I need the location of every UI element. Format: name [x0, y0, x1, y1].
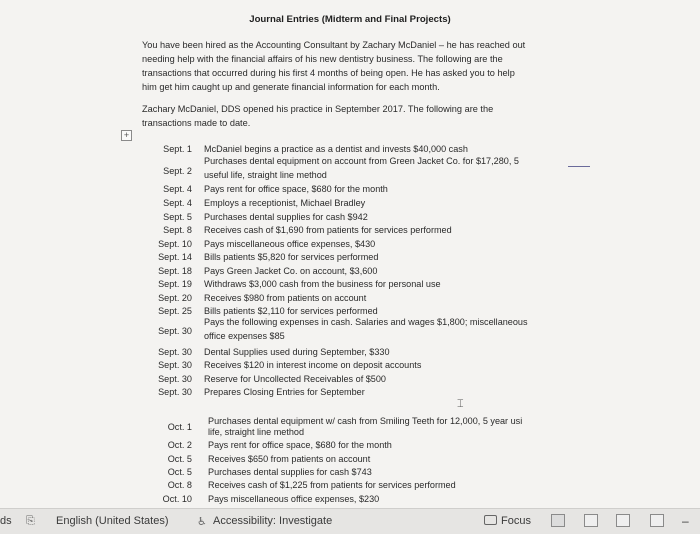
zoom-slider[interactable]: – — [682, 514, 689, 528]
intro-line: him get him caught up and generate financial information for each month. — [142, 82, 440, 92]
web-layout-button[interactable] — [616, 514, 630, 527]
transaction-text: Withdraws $3,000 cash from the business for personal use — [204, 279, 441, 289]
transaction-date: Oct. 5 — [167, 467, 192, 477]
transaction-date: Sept. 10 — [158, 239, 192, 249]
outline-view-button[interactable] — [650, 514, 664, 527]
transaction-text: life, straight line method — [208, 427, 305, 437]
transaction-text: office expenses $85 — [204, 331, 285, 341]
status-fragment: ds — [0, 515, 12, 527]
intro-line: needing help with the financial affairs of his new dentistry business. The following are the — [142, 54, 503, 64]
transaction-date: Oct. 8 — [167, 480, 192, 490]
status-bar — [0, 508, 700, 534]
accessibility-icon[interactable]: ♿ — [197, 516, 207, 528]
intro-line: transactions that occurred during his first 4 months of being open. He has asked you to help — [142, 68, 515, 78]
proofing-icon[interactable]: ⎘ — [26, 515, 35, 527]
opening-line: transactions made to date. — [142, 118, 251, 128]
transaction-date: Sept. 4 — [163, 184, 192, 194]
transaction-date: Sept. 30 — [158, 360, 192, 370]
transaction-text: Receives $980 from patients on account — [204, 293, 367, 303]
transaction-text: Purchases dental supplies for cash $942 — [204, 212, 368, 222]
transaction-text: Bills patients $2,110 for services performed — [204, 306, 378, 316]
transaction-date: Sept. 30 — [158, 374, 192, 384]
transaction-date: Sept. 2 — [163, 166, 192, 176]
transaction-text: Dental Supplies used during September, $330 — [204, 347, 390, 357]
text-cursor-icon: ⌶ — [457, 398, 464, 410]
transaction-text: Receives $650 from patients on account — [208, 454, 371, 464]
transaction-text: Receives $120 in interest income on deposit accounts — [204, 360, 422, 370]
transaction-text: Purchases dental supplies for cash $743 — [208, 467, 372, 477]
language-indicator[interactable]: English (United States) — [56, 515, 169, 527]
transaction-date: Sept. 18 — [158, 266, 192, 276]
transaction-text: McDaniel begins a practice as a dentist and invests $40,000 cash — [204, 144, 468, 154]
transaction-date: Sept. 19 — [158, 279, 192, 289]
print-layout-button[interactable] — [584, 514, 598, 527]
transaction-date: Sept. 25 — [158, 306, 192, 316]
transaction-date: Sept. 20 — [158, 293, 192, 303]
transaction-text: Pays miscellaneous office expenses, $430 — [204, 239, 376, 249]
transaction-date: Sept. 5 — [163, 212, 192, 222]
transaction-text: Pays rent for office space, $680 for the month — [204, 184, 388, 194]
opening-line: Zachary McDaniel, DDS opened his practice in September 2017. The following are the — [142, 104, 494, 114]
blank-underline — [568, 166, 590, 167]
transaction-date: Sept. 4 — [163, 198, 192, 208]
transaction-text: Pays Green Jacket Co. on account, $3,600 — [204, 266, 378, 276]
transaction-text: Pays rent for office space, $680 for the month — [208, 440, 392, 450]
transaction-text: Pays the following expenses in cash. Salaries and wages $1,800; miscellaneous — [204, 317, 528, 327]
transaction-text: Receives cash of $1,690 from patients for services performed — [204, 225, 452, 235]
intro-line: You have been hired as the Accounting Consultant by Zachary McDaniel – he has reached out — [142, 40, 526, 50]
transaction-text: useful life, straight line method — [204, 170, 327, 180]
transaction-date: Oct. 5 — [167, 454, 192, 464]
table-move-handle-icon[interactable]: + — [121, 130, 132, 141]
transaction-text: Purchases dental equipment on account from Green Jacket Co. for $17,280, 5 — [204, 156, 519, 166]
transaction-date: Sept. 30 — [158, 326, 192, 336]
focus-label: Focus — [501, 515, 531, 527]
transaction-date: Sept. 30 — [158, 347, 192, 357]
transaction-date: Oct. 10 — [162, 494, 192, 504]
intro-paragraph — [142, 38, 562, 94]
transaction-date: Sept. 1 — [163, 144, 192, 154]
opening-paragraph — [142, 102, 562, 130]
transaction-text: Prepares Closing Entries for September — [204, 387, 365, 397]
transaction-text: Receives cash of $1,225 from patients for services performed — [208, 480, 456, 490]
transaction-text: Employs a receptionist, Michael Bradley — [204, 198, 366, 208]
accessibility-status[interactable]: Accessibility: Investigate — [213, 515, 333, 527]
transaction-date: Sept. 30 — [158, 387, 192, 397]
focus-button[interactable] — [484, 515, 531, 527]
transaction-text: Reserve for Uncollected Receivables of $500 — [204, 374, 386, 384]
focus-icon — [484, 515, 497, 525]
transaction-date: Oct. 1 — [167, 422, 192, 432]
document-title: Journal Entries (Midterm and Final Projects) — [249, 14, 451, 25]
transaction-text: Bills patients $5,820 for services performed — [204, 252, 379, 262]
transaction-date: Sept. 8 — [163, 225, 192, 235]
transaction-date: Sept. 14 — [158, 252, 192, 262]
transaction-date: Oct. 2 — [167, 440, 192, 450]
transaction-text: Purchases dental equipment w/ cash from Smiling Teeth for 12,000, 5 year usi — [208, 416, 523, 426]
transaction-text: Pays miscellaneous office expenses, $230 — [208, 494, 380, 504]
read-mode-button[interactable] — [551, 514, 565, 527]
